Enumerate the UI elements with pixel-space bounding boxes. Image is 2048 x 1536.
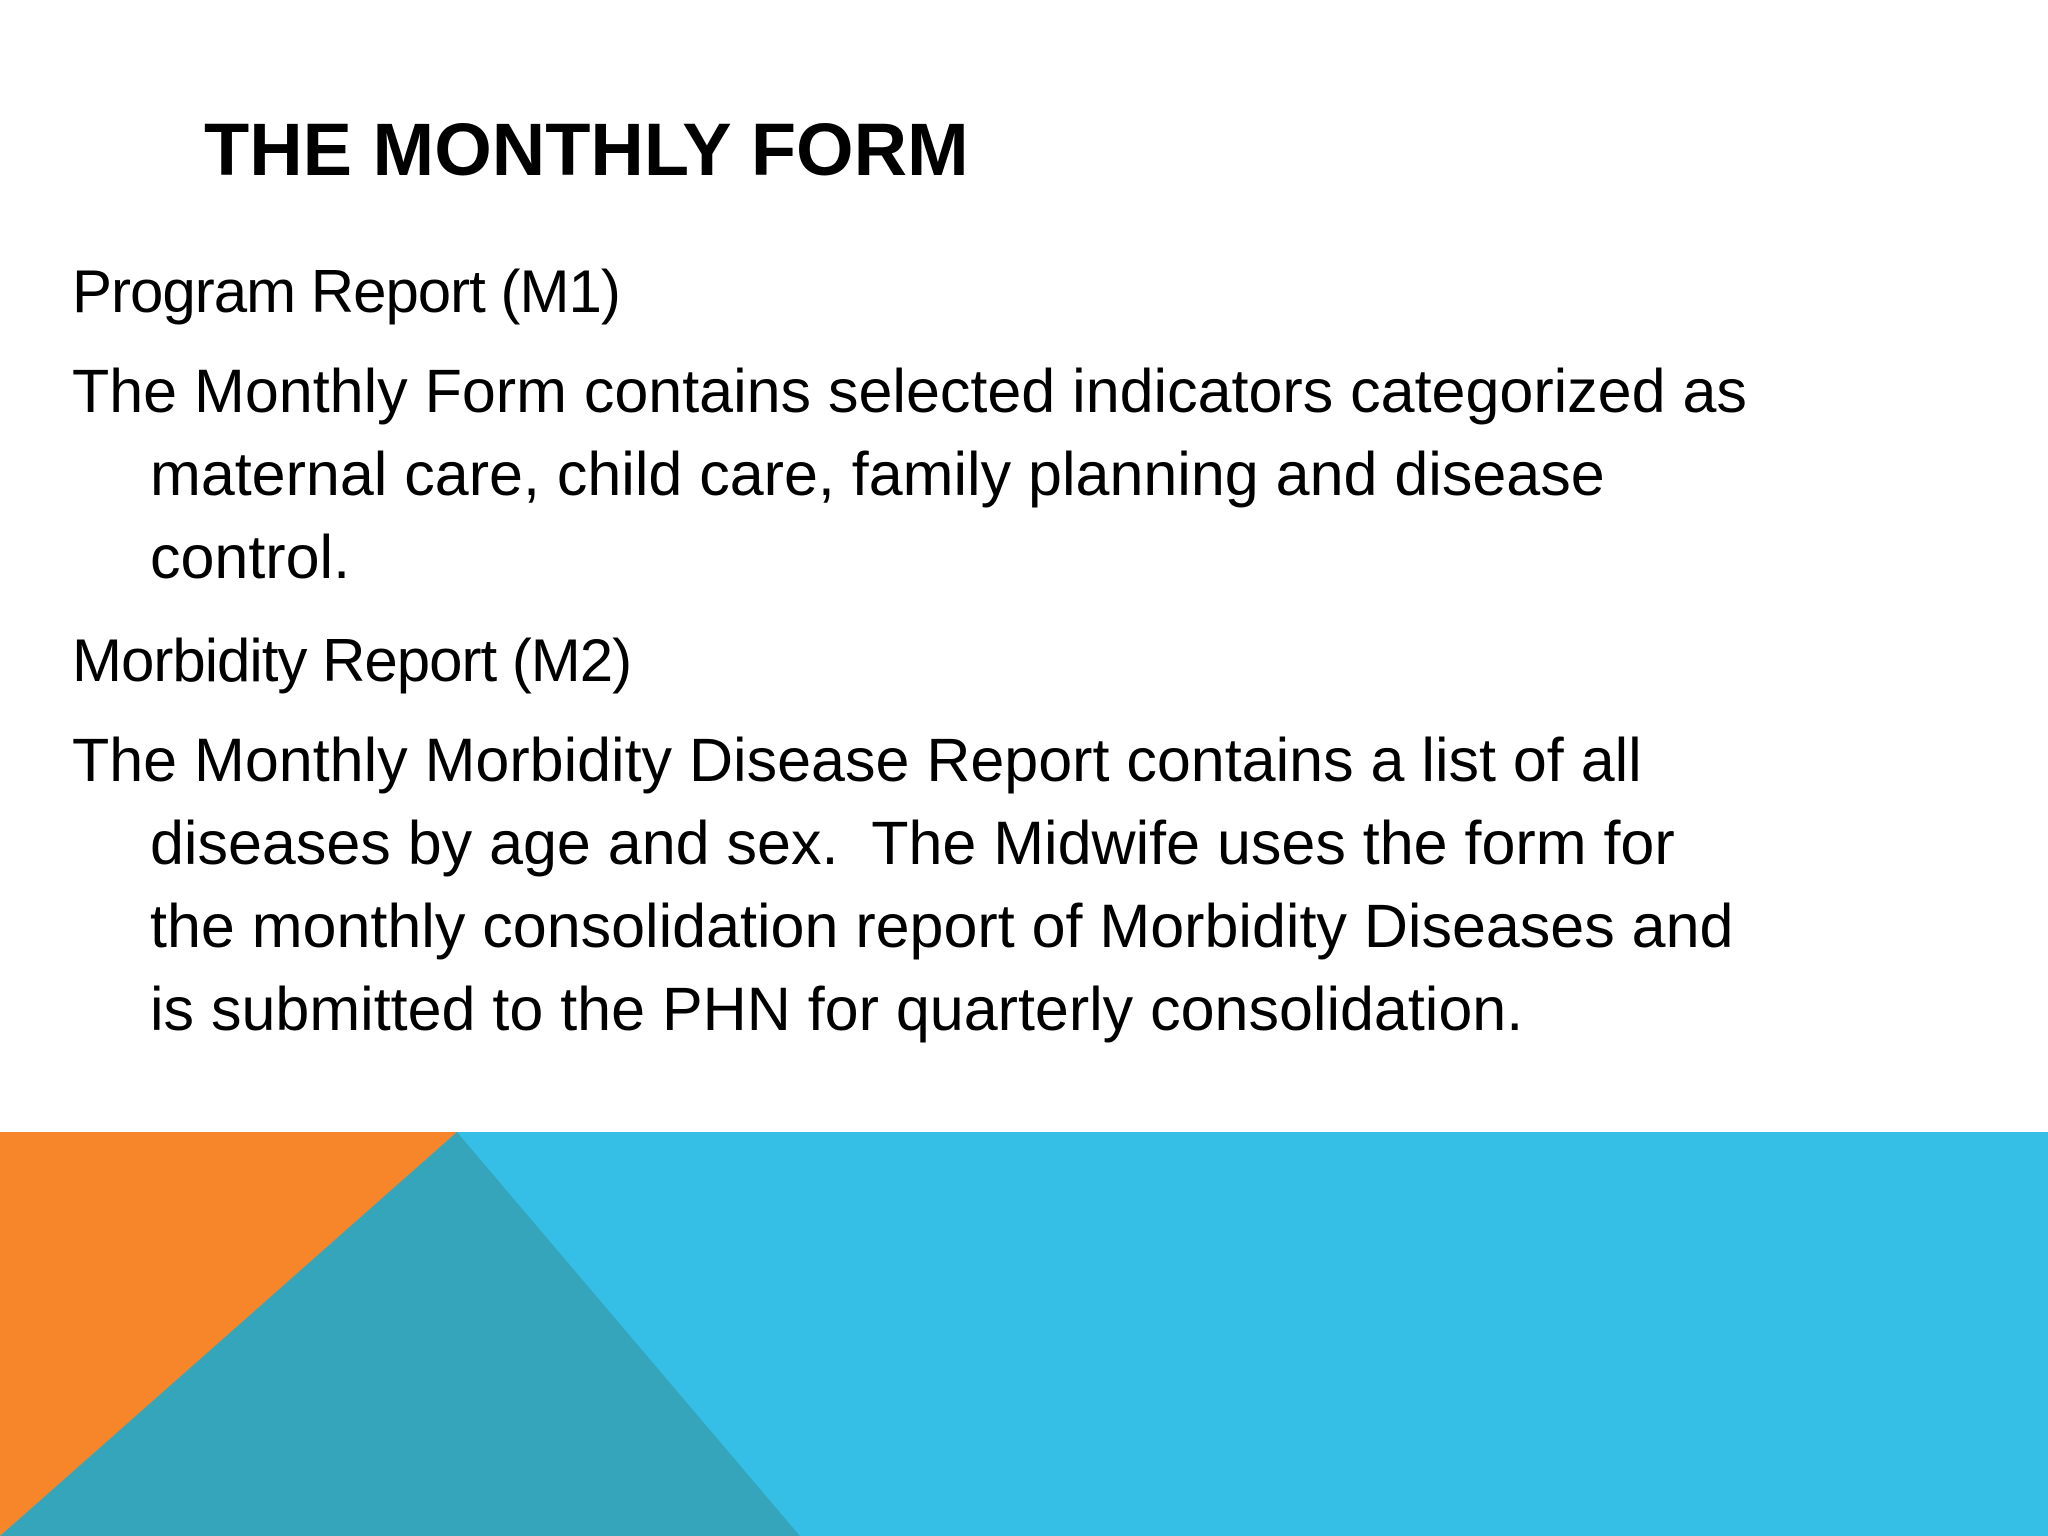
body-line: maternal care, child care, family planning and disease <box>150 440 1605 508</box>
body-line: the monthly consolidation report of Morbidity Diseases and <box>150 892 1734 960</box>
body-line: The Monthly Morbidity Disease Report contains a list of all <box>72 726 1642 794</box>
body-line: The Monthly Form contains selected indicators categorized as <box>72 357 1747 425</box>
decorative-color-band <box>0 1132 2048 1536</box>
slide-title: THE MONTHLY FORM <box>204 108 969 191</box>
section-heading-morbidity-report: Morbidity Report (M2) <box>72 627 632 694</box>
body-line: control. <box>150 523 351 591</box>
section-body-program-report <box>72 350 1952 599</box>
section-heading-program-report: Program Report (M1) <box>72 258 620 325</box>
section-body-morbidity-report <box>72 719 1952 1051</box>
slide-content <box>72 250 1952 1071</box>
body-line: is submitted to the PHN for quarterly consolidation. <box>150 975 1524 1043</box>
body-line: diseases by age and sex. The Midwife uses the form for <box>150 809 1675 877</box>
